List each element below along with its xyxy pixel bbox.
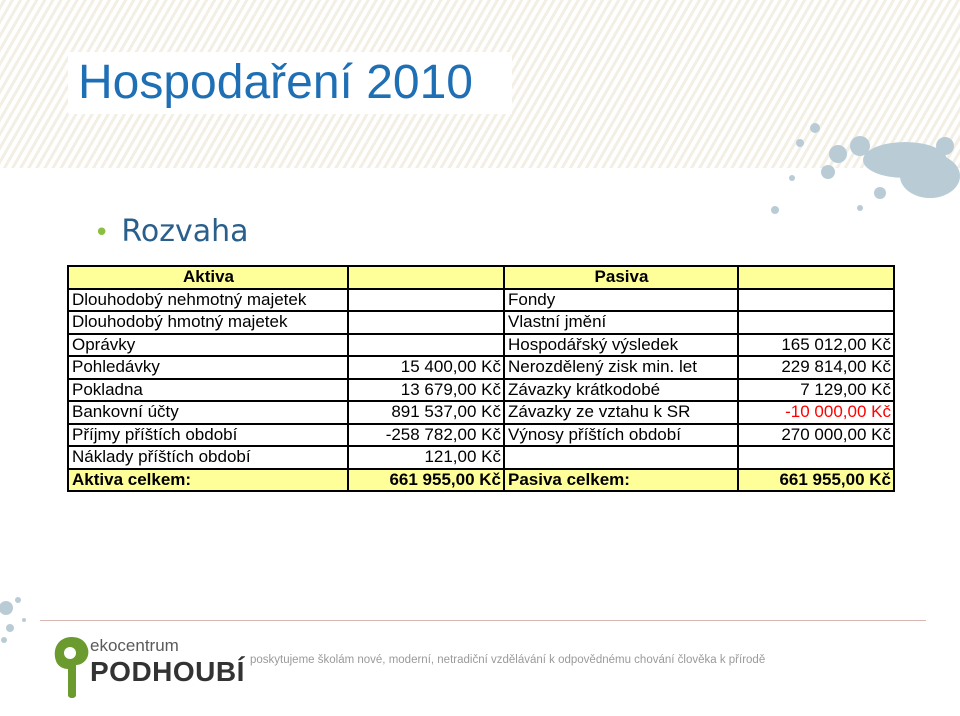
ekocentrum-logo-icon [50,635,94,701]
liability-value: 165 012,00 Kč [738,334,894,357]
table-row [68,401,894,424]
liability-value: 7 129,00 Kč [738,379,894,402]
liability-value [738,446,894,469]
table-row [68,334,894,357]
asset-label: Pokladna [68,379,348,402]
bullet-text: Rozvaha [121,214,249,249]
table-row [68,356,894,379]
total-liabilities-label: Pasiva celkem: [504,469,738,492]
slide-title: Hospodaření 2010 [78,56,473,109]
logo-text-big: PODHOUBÍ [90,656,245,687]
table-totals-row [68,469,894,492]
liability-label: Vlastní jmění [504,311,738,334]
liability-label: Nerozdělený zisk min. let [504,356,738,379]
asset-value: -258 782,00 Kč [348,424,504,447]
total-assets-label: Aktiva celkem: [68,469,348,492]
total-assets-value: 661 955,00 Kč [348,469,504,492]
table-row [68,424,894,447]
asset-value: 891 537,00 Kč [348,401,504,424]
liability-value [738,311,894,334]
asset-value: 121,00 Kč [348,446,504,469]
asset-label: Náklady příštích období [68,446,348,469]
asset-value [348,289,504,312]
liability-value: 229 814,00 Kč [738,356,894,379]
liability-label: Závazky krátkodobé [504,379,738,402]
footer-tagline: poskytujeme školám nové, moderní, netradiční vzdělávání k odpovědnému chování člověka k přírodě [250,654,766,666]
asset-label: Příjmy příštích období [68,424,348,447]
asset-label: Dlouhodobý nehmotný majetek [68,289,348,312]
asset-label: Oprávky [68,334,348,357]
table-row [68,446,894,469]
header-empty [738,266,894,289]
logo-text-small: ekocentrum [90,636,179,655]
header-pasiva: Pasiva [504,266,738,289]
header-empty [348,266,504,289]
table-header-row [68,266,894,289]
asset-value [348,311,504,334]
liability-value-negative: -10 000,00 Kč [738,401,894,424]
footer-divider [40,620,926,621]
asset-label: Pohledávky [68,356,348,379]
asset-value: 15 400,00 Kč [348,356,504,379]
liability-label: Hospodářský výsledek [504,334,738,357]
liability-label [504,446,738,469]
asset-value [348,334,504,357]
paint-splash-decoration [740,118,960,238]
asset-label: Dlouhodobý hmotný majetek [68,311,348,334]
header-aktiva: Aktiva [68,266,348,289]
table-row [68,289,894,312]
bullet-item [94,214,248,249]
balance-sheet-table [67,265,895,492]
table-row [68,379,894,402]
asset-label: Bankovní účty [68,401,348,424]
total-liabilities-value: 661 955,00 Kč [738,469,894,492]
liability-label: Závazky ze vztahu k SR [504,401,738,424]
bullet-dot-icon: • [94,218,110,248]
asset-value: 13 679,00 Kč [348,379,504,402]
liability-value [738,289,894,312]
liability-label: Výnosy příštích období [504,424,738,447]
table-row [68,311,894,334]
liability-label: Fondy [504,289,738,312]
liability-value: 270 000,00 Kč [738,424,894,447]
